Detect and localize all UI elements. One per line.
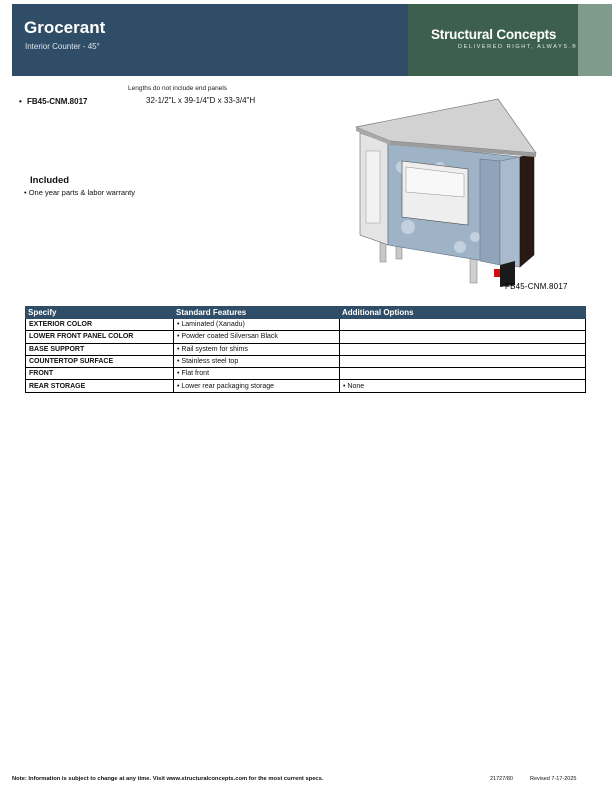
additional-option — [340, 319, 586, 331]
brand-logo-text: Structural Concepts — [431, 27, 557, 42]
table-row — [26, 331, 586, 343]
standard-feature: • Laminated (Xanadu) — [174, 319, 340, 331]
standard-feature: • Flat front — [174, 368, 340, 380]
spec-name: BASE SUPPORT — [26, 343, 174, 355]
brand-tagline: DELIVERED RIGHT, ALWAYS.® — [458, 44, 578, 50]
header-accent-strip — [578, 4, 612, 76]
length-note: Lengths do not include end panels — [128, 85, 228, 92]
table-header-row — [26, 307, 586, 319]
additional-option — [340, 331, 586, 343]
header-title-band — [12, 4, 408, 76]
revision-date: Revised 7-17-2025 — [530, 776, 577, 782]
product-illustration — [350, 97, 590, 297]
included-item: • One year parts & labor warranty — [24, 188, 136, 197]
spec-table — [25, 306, 586, 393]
table-row — [26, 380, 586, 392]
spec-name: FRONT — [26, 368, 174, 380]
additional-option — [340, 355, 586, 367]
table-row — [26, 343, 586, 355]
model-number: FB45-CNM.8017 — [27, 97, 88, 106]
spec-name: LOWER FRONT PANEL COLOR — [26, 331, 174, 343]
additional-option: • None — [340, 380, 586, 392]
spec-name: EXTERIOR COLOR — [26, 319, 174, 331]
additional-option — [340, 343, 586, 355]
right-end-panel — [520, 153, 534, 267]
header-standard-features: Standard Features — [174, 307, 340, 319]
spec-name: COUNTERTOP SURFACE — [26, 355, 174, 367]
document-code: 21727/80 — [490, 776, 513, 782]
spec-name: REAR STORAGE — [26, 380, 174, 392]
red-label — [494, 269, 500, 277]
standard-feature: • Powder coated Silversan Black — [174, 331, 340, 343]
table-row — [26, 355, 586, 367]
page-subtitle: Interior Counter - 45° — [25, 42, 100, 51]
model-dimensions: 32-1/2"L x 39-1/4"D x 33-3/4"H — [146, 96, 256, 105]
standard-feature: • Rail system for shims — [174, 343, 340, 355]
bullet-glyph: • — [19, 97, 22, 106]
table-row — [26, 319, 586, 331]
included-heading: Included — [30, 175, 70, 186]
footer-note: Note: Information is subject to change at any time. Visit www.structuralconcepts.com for the most current specs. — [12, 776, 324, 782]
standard-feature: • Lower rear packaging storage — [174, 380, 340, 392]
table-row — [26, 368, 586, 380]
standard-feature: • Stainless steel top — [174, 355, 340, 367]
product-caption: FB45-CNM.8017 — [505, 282, 568, 291]
page-title: Grocerant — [24, 18, 106, 37]
additional-option — [340, 368, 586, 380]
header-specify: Specify — [26, 307, 174, 319]
header-additional-options: Additional Options — [340, 307, 586, 319]
